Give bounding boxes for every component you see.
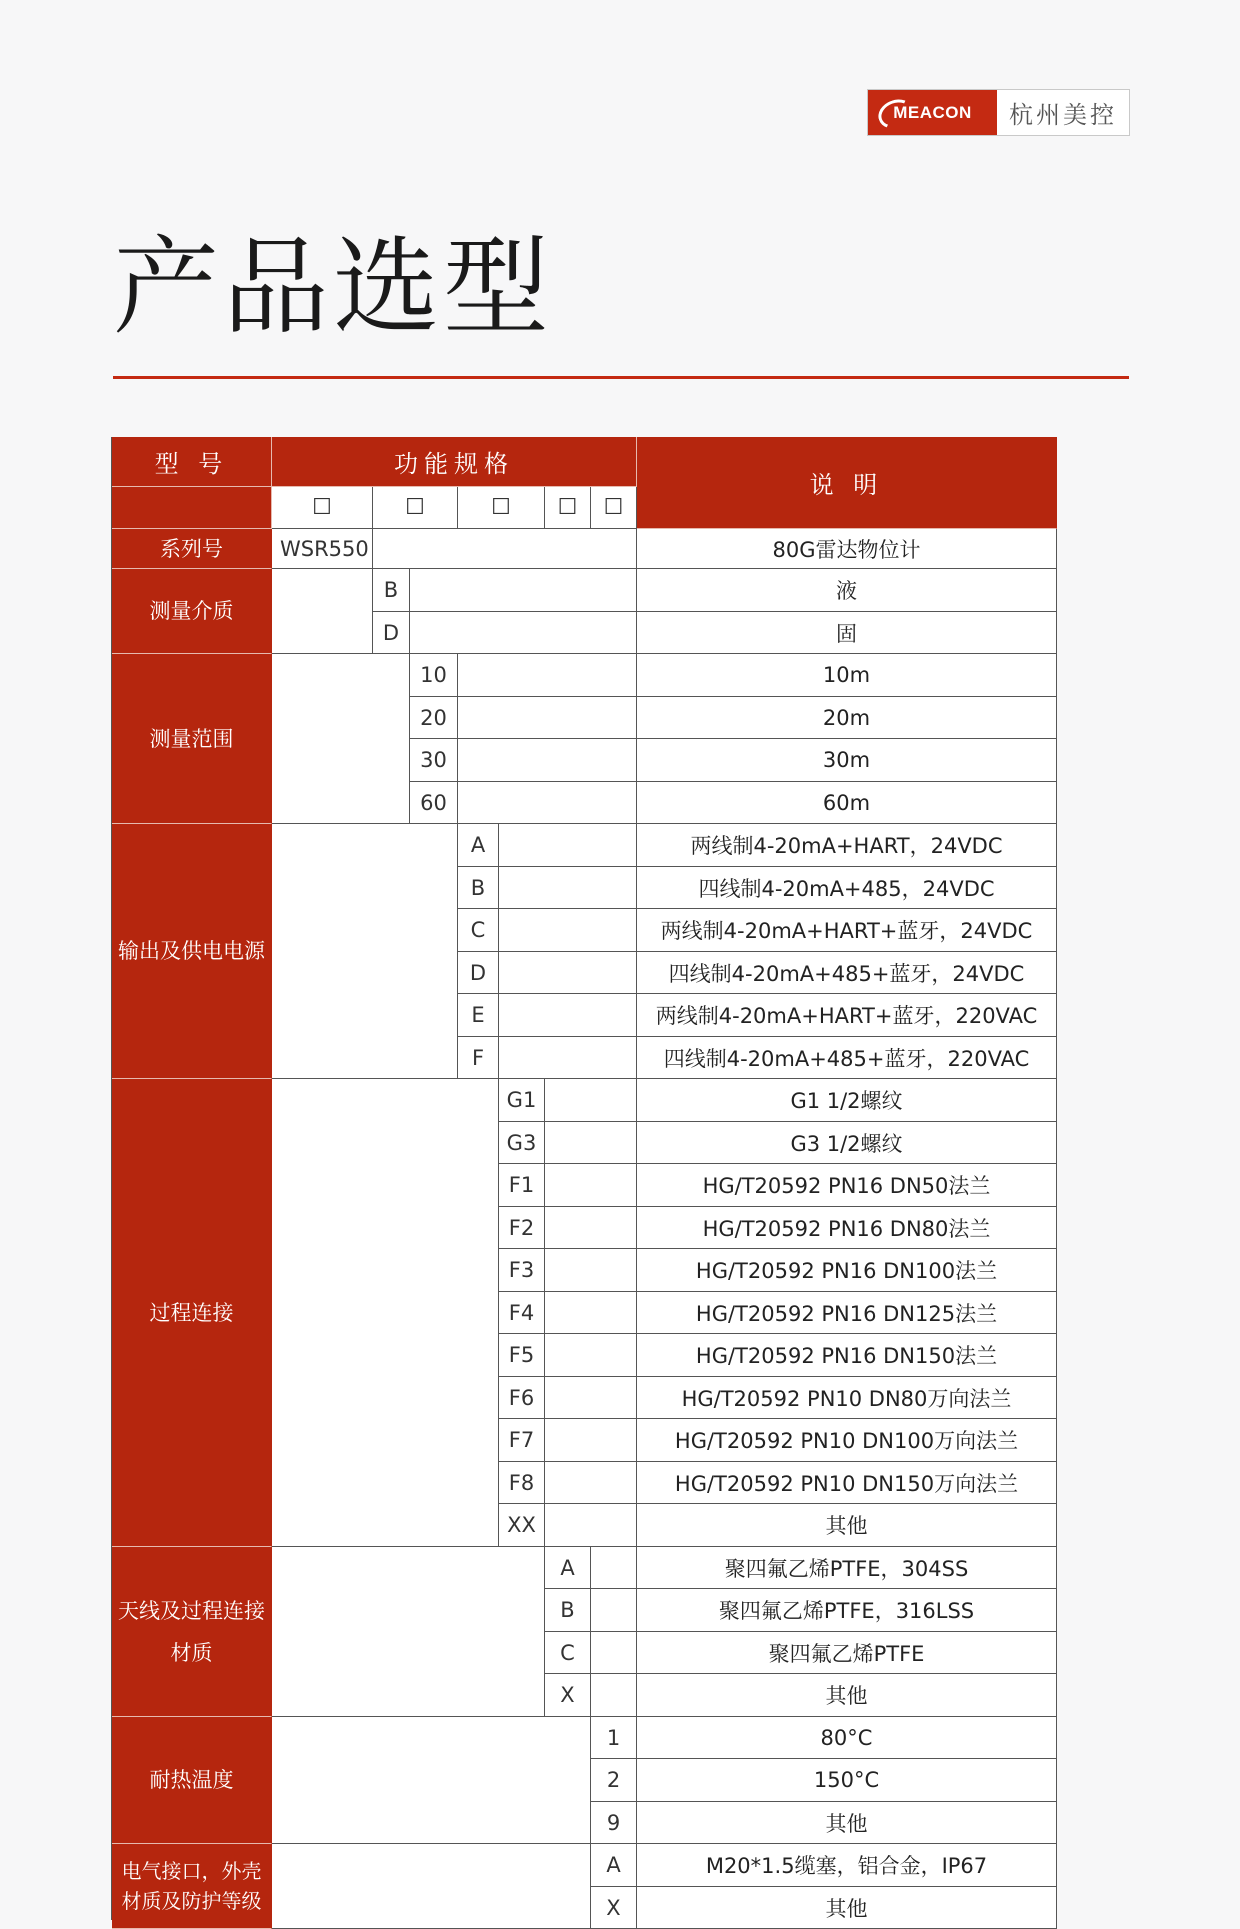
blank-cell	[499, 824, 637, 867]
spec-box: ☐	[272, 487, 373, 529]
option-code: F1	[499, 1164, 545, 1207]
blank-cell	[499, 994, 637, 1037]
option-code: X	[591, 1887, 637, 1929]
option-code: X	[545, 1674, 591, 1717]
blank-cell	[545, 1462, 637, 1504]
row-label: 耐热温度	[112, 1717, 272, 1844]
blank-cell	[545, 1504, 637, 1547]
option-description: 其他	[637, 1674, 1057, 1717]
option-code: B	[458, 867, 499, 909]
option-code: B	[373, 569, 410, 612]
blank-cell	[499, 1037, 637, 1079]
spec-box: ☐	[591, 487, 637, 529]
option-code: 2	[591, 1759, 637, 1802]
blank-cell	[545, 1292, 637, 1334]
spec-box: ☐	[458, 487, 545, 529]
option-description: HG/T20592 PN16 DN150法兰	[637, 1334, 1057, 1377]
option-code: 9	[591, 1802, 637, 1844]
option-description: 30m	[637, 739, 1057, 782]
option-description: 150°C	[637, 1759, 1057, 1802]
option-code: F	[458, 1037, 499, 1079]
option-description: HG/T20592 PN10 DN80万向法兰	[637, 1377, 1057, 1419]
option-code: F3	[499, 1249, 545, 1292]
blank-cell	[591, 1589, 637, 1632]
row-label-series: 系列号	[112, 529, 272, 569]
row-label: 电气接口，外壳材质及防护等级	[112, 1844, 272, 1929]
logo-mark: MEACON	[868, 90, 997, 135]
option-description: 聚四氟乙烯PTFE，316LSS	[637, 1589, 1057, 1632]
header-model-blank	[112, 487, 272, 529]
blank-cell	[545, 1334, 637, 1377]
row-label: 输出及供电电源	[112, 824, 272, 1079]
company-logo	[867, 89, 1130, 136]
company-name: 杭州美控	[1009, 101, 1117, 129]
option-code: D	[458, 952, 499, 994]
option-description: 20m	[637, 697, 1057, 739]
blank-cell	[272, 1844, 591, 1929]
option-code: A	[458, 824, 499, 867]
option-code: 30	[410, 739, 458, 782]
option-description: 聚四氟乙烯PTFE，304SS	[637, 1547, 1057, 1589]
option-description: 固	[637, 612, 1057, 654]
blank-cell	[499, 867, 637, 909]
option-code: E	[458, 994, 499, 1037]
blank-cell	[545, 1207, 637, 1249]
blank-cell	[272, 1079, 499, 1547]
option-description: 四线制4-20mA+485+蓝牙，220VAC	[637, 1037, 1057, 1079]
option-code: 10	[410, 654, 458, 697]
row-label: 天线及过程连接材质	[112, 1547, 272, 1717]
blank-cell	[410, 612, 637, 654]
blank-cell	[458, 782, 637, 824]
blank-cell	[591, 1547, 637, 1589]
option-description: HG/T20592 PN10 DN100万向法兰	[637, 1419, 1057, 1462]
option-description: 液	[637, 569, 1057, 612]
option-description: 其他	[637, 1504, 1057, 1547]
blank-cell	[545, 1419, 637, 1462]
option-description: HG/T20592 PN16 DN80法兰	[637, 1207, 1057, 1249]
option-code: F4	[499, 1292, 545, 1334]
option-description: 两线制4-20mA+HART+蓝牙，220VAC	[637, 994, 1057, 1037]
option-code: 1	[591, 1717, 637, 1759]
blank-cell	[272, 824, 458, 1079]
spec-box: ☐	[545, 487, 591, 529]
option-description: 聚四氟乙烯PTFE	[637, 1632, 1057, 1674]
blank-cell	[591, 1632, 637, 1674]
row-label: 过程连接	[112, 1079, 272, 1547]
option-code: G1	[499, 1079, 545, 1122]
blank-cell	[499, 909, 637, 952]
row-label: 测量范围	[112, 654, 272, 824]
option-description: M20*1.5缆塞，铝合金，IP67	[637, 1844, 1057, 1887]
option-code: C	[458, 909, 499, 952]
option-code: F5	[499, 1334, 545, 1377]
header-description: 说 明	[637, 437, 1057, 529]
option-code: 60	[410, 782, 458, 824]
blank-cell	[545, 1079, 637, 1122]
blank-cell	[458, 739, 637, 782]
blank-cell	[591, 1674, 637, 1717]
option-code: D	[373, 612, 410, 654]
option-code: C	[545, 1632, 591, 1674]
option-code: G3	[499, 1122, 545, 1164]
page-title: 产品选型	[113, 226, 553, 349]
blank-cell	[272, 654, 410, 824]
option-description: 其他	[637, 1887, 1057, 1929]
option-description: 四线制4-20mA+485，24VDC	[637, 867, 1057, 909]
option-code: F8	[499, 1462, 545, 1504]
option-code: F2	[499, 1207, 545, 1249]
option-code: F7	[499, 1419, 545, 1462]
blank-cell	[458, 697, 637, 739]
option-description: HG/T20592 PN16 DN100法兰	[637, 1249, 1057, 1292]
blank-cell	[410, 569, 637, 612]
option-description: 两线制4-20mA+HART+蓝牙，24VDC	[637, 909, 1057, 952]
spec-box: ☐	[373, 487, 458, 529]
option-description: HG/T20592 PN16 DN125法兰	[637, 1292, 1057, 1334]
header-model: 型 号	[112, 437, 272, 487]
option-description: HG/T20592 PN10 DN150万向法兰	[637, 1462, 1057, 1504]
blank-cell	[499, 952, 637, 994]
blank-cell	[373, 529, 637, 569]
option-description: 四线制4-20mA+485+蓝牙，24VDC	[637, 952, 1057, 994]
option-code: A	[545, 1547, 591, 1589]
selection-table	[111, 437, 1131, 1920]
title-divider	[113, 376, 1129, 379]
option-description: 80°C	[637, 1717, 1057, 1759]
series-description: 80G雷达物位计	[637, 529, 1057, 569]
option-code: A	[591, 1844, 637, 1887]
option-code: 20	[410, 697, 458, 739]
blank-cell	[272, 1717, 591, 1844]
blank-cell	[272, 1547, 545, 1717]
option-code: XX	[499, 1504, 545, 1547]
blank-cell	[545, 1249, 637, 1292]
header-spec: 功能规格	[272, 437, 637, 487]
option-code: F6	[499, 1377, 545, 1419]
option-description: 其他	[637, 1802, 1057, 1844]
option-description: 60m	[637, 782, 1057, 824]
option-code: B	[545, 1589, 591, 1632]
blank-cell	[545, 1164, 637, 1207]
blank-cell	[545, 1122, 637, 1164]
option-description: G1 1/2螺纹	[637, 1079, 1057, 1122]
option-description: 10m	[637, 654, 1057, 697]
blank-cell	[272, 569, 373, 654]
blank-cell	[545, 1377, 637, 1419]
option-description: HG/T20592 PN16 DN50法兰	[637, 1164, 1057, 1207]
option-description: 两线制4-20mA+HART，24VDC	[637, 824, 1057, 867]
option-description: G3 1/2螺纹	[637, 1122, 1057, 1164]
row-label: 测量介质	[112, 569, 272, 654]
series-code: WSR550	[272, 529, 373, 569]
blank-cell	[458, 654, 637, 697]
